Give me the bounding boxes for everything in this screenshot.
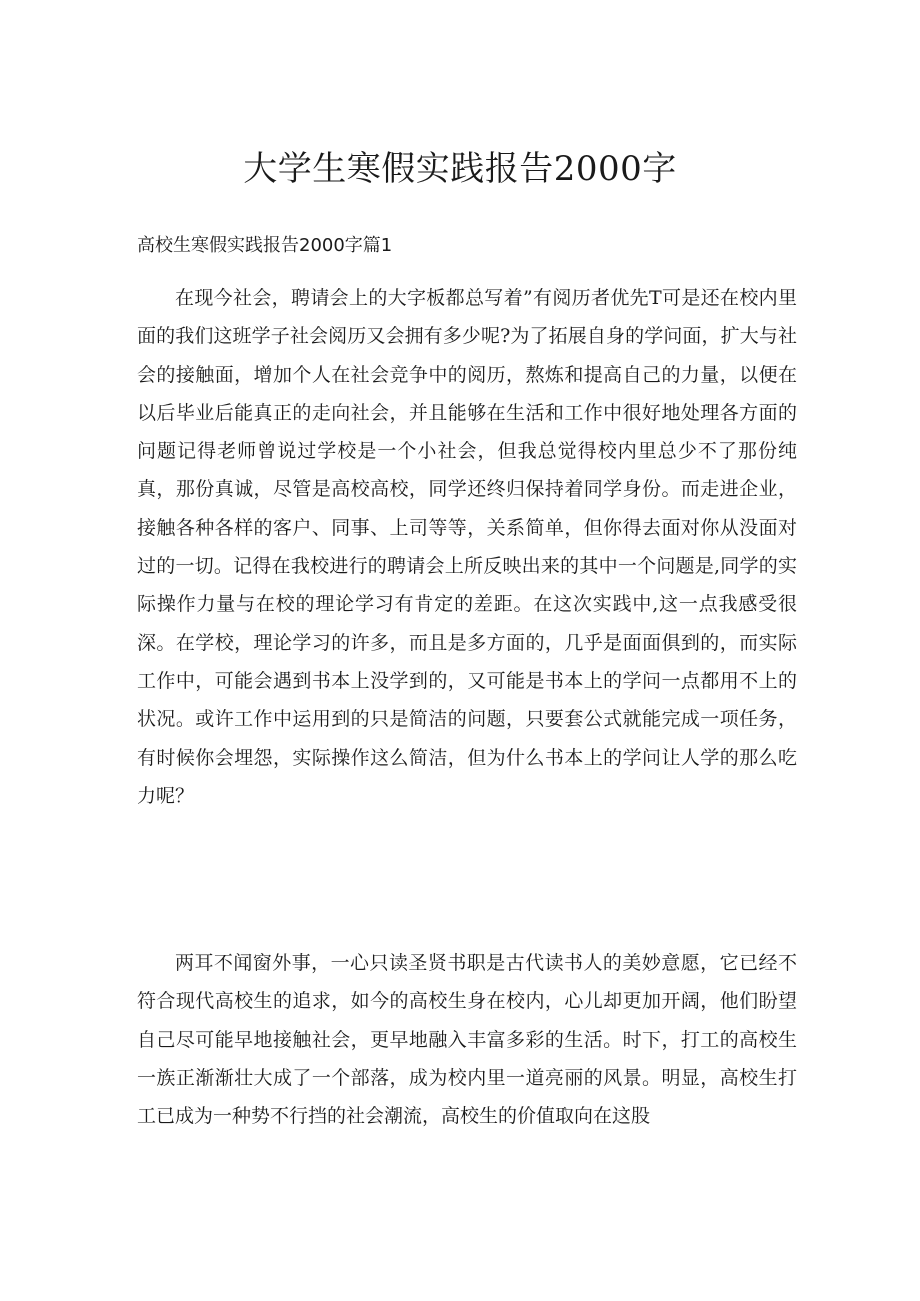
section-heading: 高校生寒假实践报告2000字篇1 — [137, 235, 393, 256]
body-paragraph-2: 两耳不闻窗外事，一心只读圣贤书职是古代读书人的美妙意愿，它已经不符合现代高校生的追求，如今的高校生身在校内，心儿却更加开阔，他们盼望自己尽可能早地接触社会，更早地融入丰富多彩的生活。时下，打工的高校生一族正渐渐壮大成了一个部落，成为校内里一道亮丽的风景。明显，高校生打工已成为一种势不行挡的社会潮流，高校生的价值取向在这股 — [137, 952, 797, 1128]
document-title: 大学生寒假实践报告2000字 — [243, 149, 677, 189]
body-paragraph-1: 在现今社会，聘请会上的大字板都总写着”有阅历者优先T可是还在校内里面的我们这班学子社会阅历又会拥有多少呢?为了拓展自身的学问面，扩大与社会的接触面，增加个人在社会竞争中的阅历，熬炼和提高自己的力量，以便在以后毕业后能真正的走向社会，并且能够在生活和工作中很好地处理各方面的问题记得老师曾说过学校是一个小社会，但我总觉得校内里总少不了那份纯真，那份真诚，尽管是高校高校，同学还终归保持着同学身份。而走进企业，接触各种各样的客户、同事、上司等等，关系简单，但你得去面对你从没面对过的一切。记得在我校进行的聘请会上所反映出来的其中一个问题是,同学的实际操作力量与在校的理论学习有肯定的差距。在这次实践中,这一点我感受很深。在学校，理论学习的许多，而且是多方面的，几乎是面面俱到的，而实际工作中，可能会遇到书本上没学到的，又可能是书本上的学问一点都用不上的状况。或许工作中运用到的只是简洁的问题，只要套公式就能完成一项任务，有时候你会埋怨，实际操作这么简洁，但为什么书本上的学问让人学的那么吃力呢？ — [137, 287, 797, 807]
